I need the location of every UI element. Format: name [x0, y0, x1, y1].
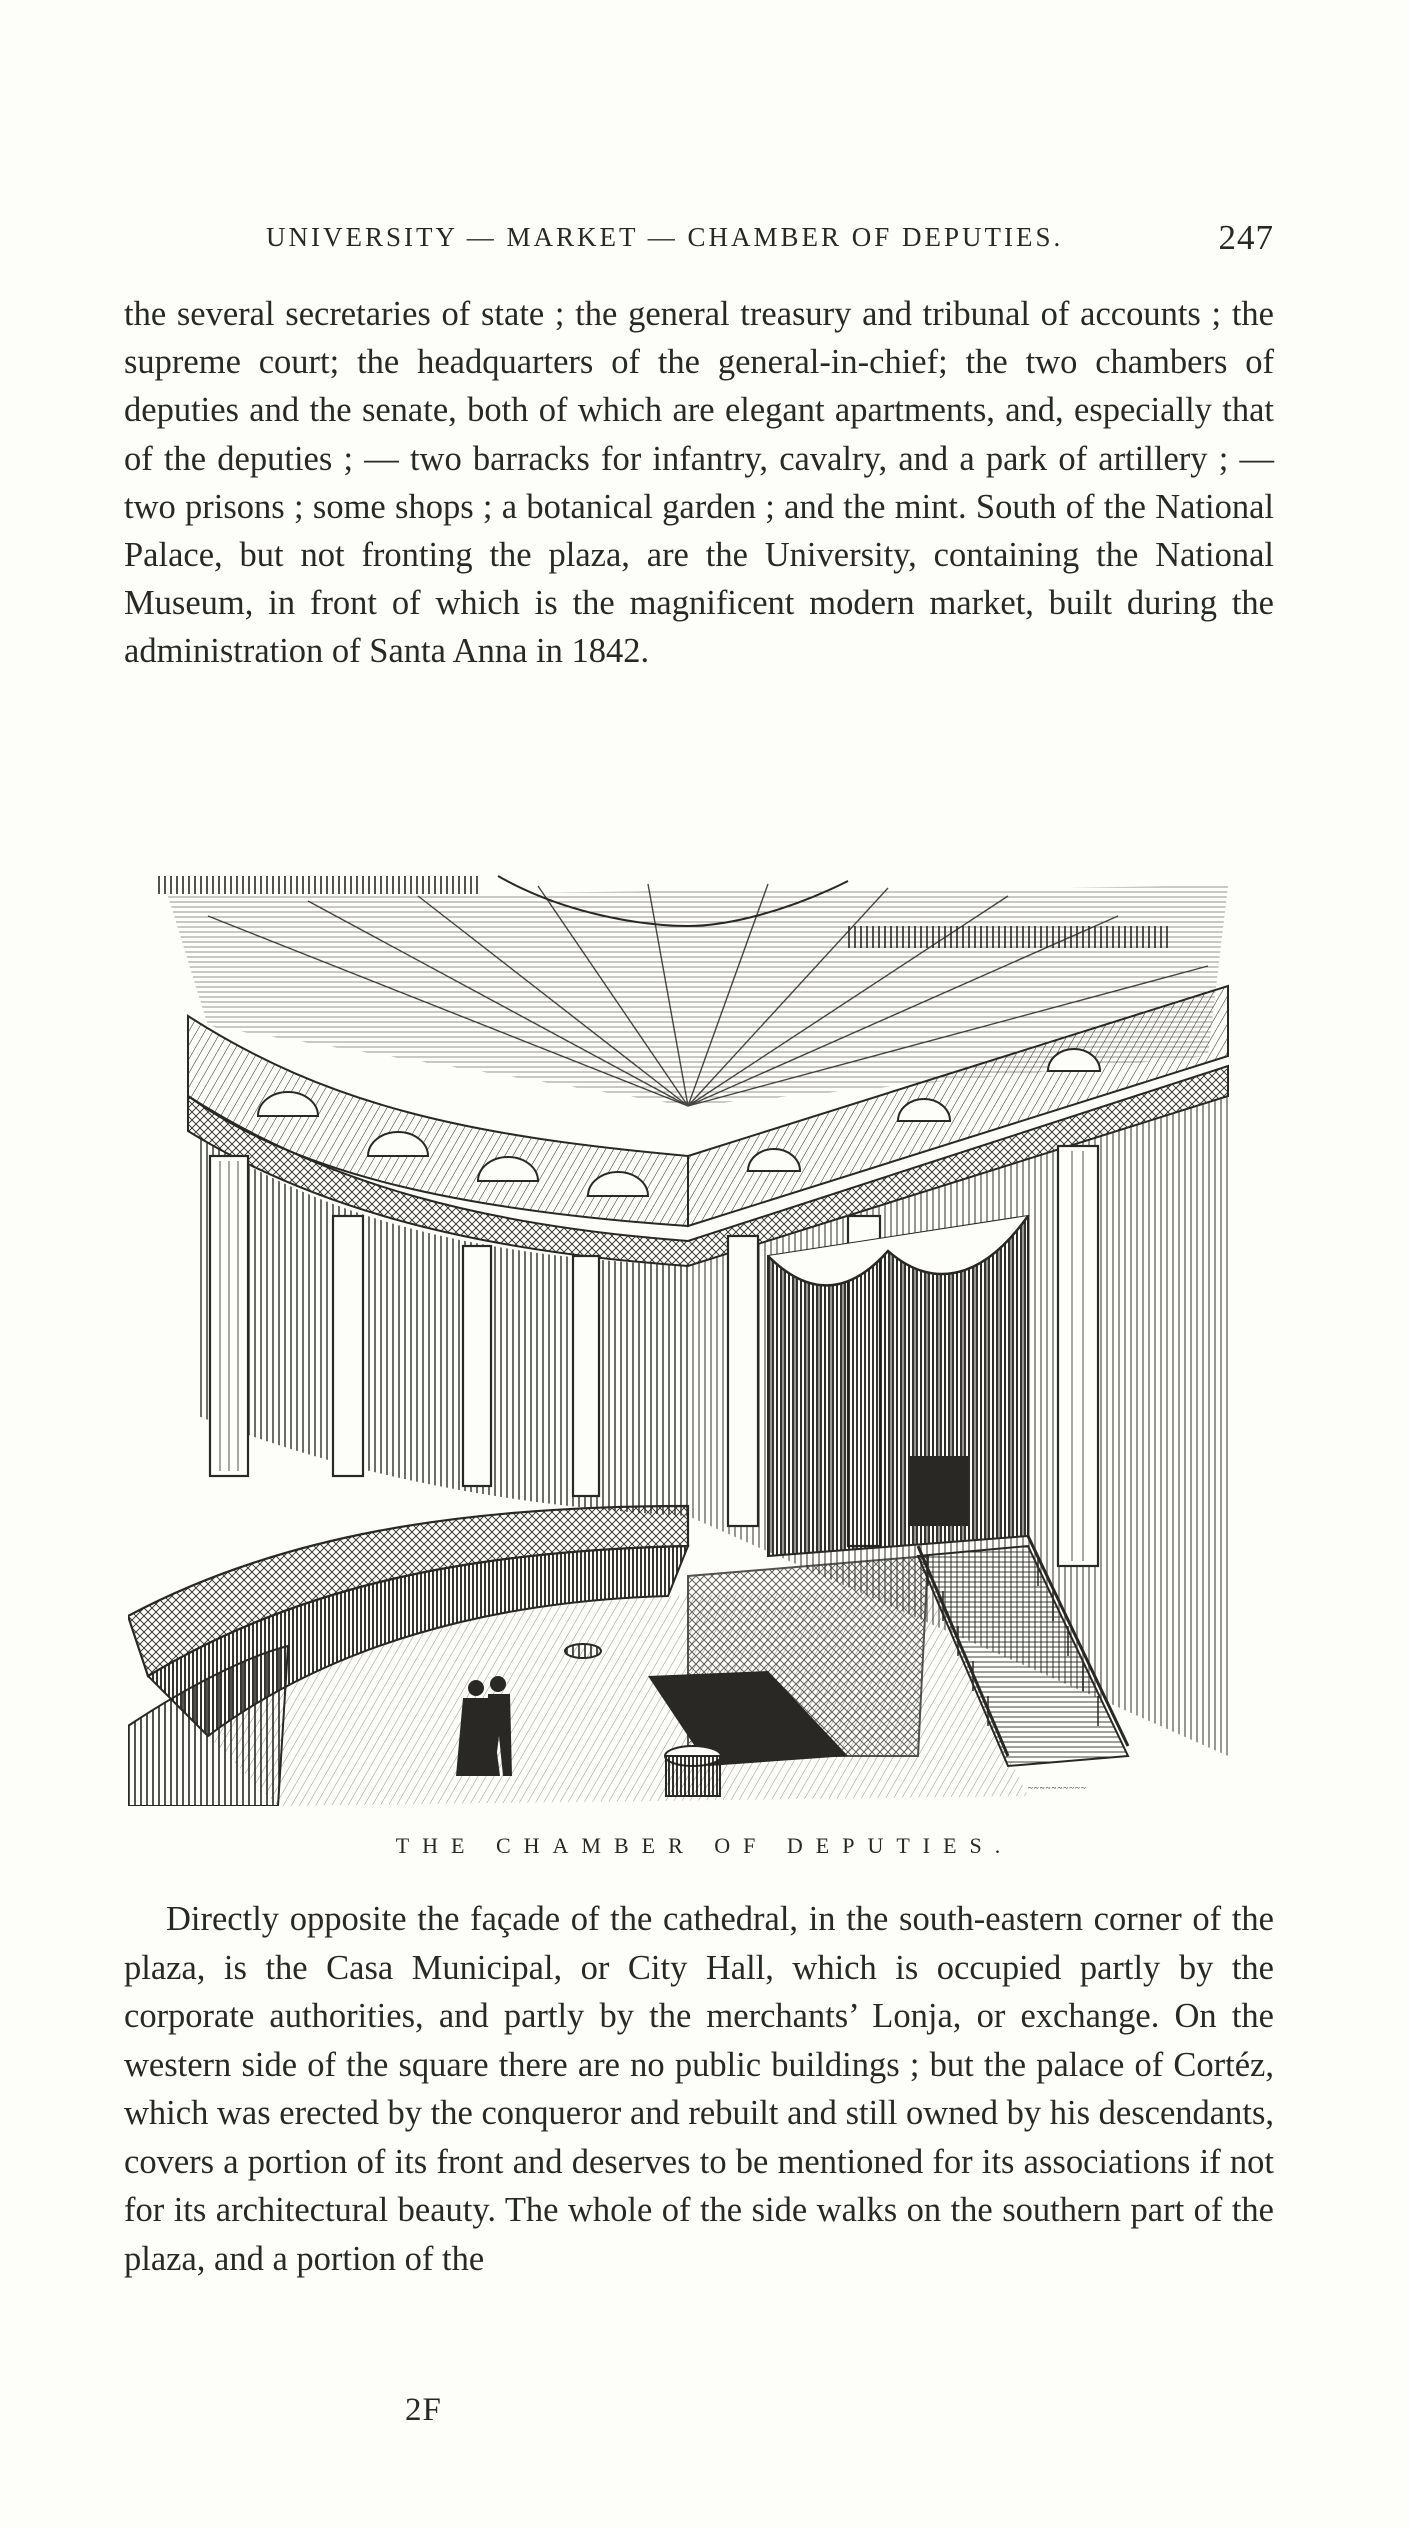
- body-paragraph-2: Directly opposite the façade of the cathedral, in the south-eastern corner of the plaza, is the Casa Municipal, or City Hall, which is occupied partly by the corporate authorities, and partly by the merchants’ Lonja, or exchange. On the western side of the square there are no public buildings ; but the palace of Cortéz, which was erected by the conqueror and rebuilt and still owned by his descendants, covers a portion of its front and deserves to be mentioned for its associations if not for its architectural beauty. The whole of the side walks on the southern part of the plaza, and a portion of the: [124, 1900, 1274, 2278]
- chamber-illustration: [128, 856, 1270, 1806]
- dais: [768, 1216, 1028, 1556]
- illustration-caption: THE CHAMBER OF DEPUTIES.: [395, 1833, 1014, 1858]
- page-number: 247: [1218, 218, 1274, 257]
- body-paragraph-1: the several secretaries of state ; the general treasury and tribunal of accounts ; the supreme court; the headquarters of the general-in-chief; the two chambers of deputies and the senate, both of which are elegant apartments, and, especially that of the deputies ; — two barracks for infantry, cavalry, and a park of artillery ; — two prisons ; some shops ; a botanical garden ; and the mint. South of the National Palace, but not fronting the plaza, are the University, containing the National Museum, in front of which is the magnificent modern market, built during the administration of Santa Anna in 1842.: [124, 295, 1274, 671]
- running-head: [126, 218, 1274, 258]
- svg-text:~~~~~~~~~~: ~~~~~~~~~~: [1028, 1783, 1087, 1793]
- signature-mark: 2F: [405, 2392, 442, 2428]
- running-title: UNIVERSITY — MARKET — CHAMBER OF DEPUTIES.: [266, 222, 1064, 252]
